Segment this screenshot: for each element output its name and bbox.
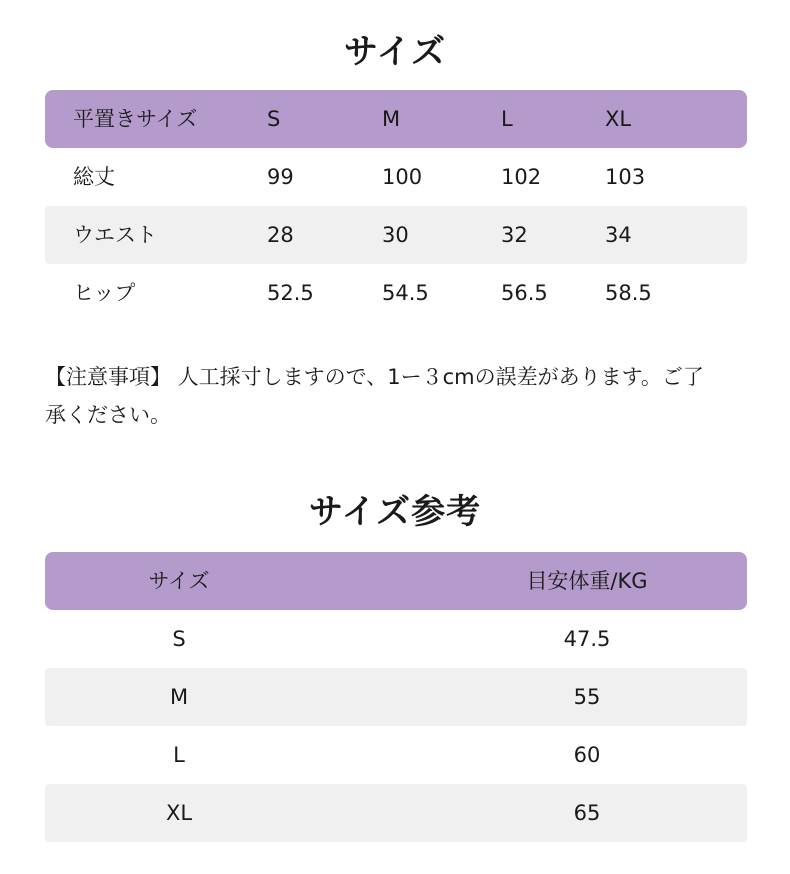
table-row: [45, 206, 747, 264]
header-size-s: S: [267, 107, 281, 131]
table-row: [45, 610, 747, 668]
cell-value: 30: [382, 223, 409, 247]
cell-value: 28: [267, 223, 294, 247]
cell-value: 52.5: [267, 281, 314, 305]
size-label: XL: [165, 801, 193, 825]
header-size-m: M: [382, 107, 401, 131]
reference-table-header: [45, 552, 747, 610]
table-row: [45, 148, 747, 206]
header-size-xl: XL: [605, 107, 632, 131]
table-row: [45, 668, 747, 726]
size-table-header: [45, 90, 747, 148]
cell-value: 99: [267, 165, 294, 189]
table-row: [45, 726, 747, 784]
row-label: ヒップ: [73, 281, 136, 305]
header-size: サイズ: [148, 569, 210, 593]
weight-value: 60: [573, 743, 601, 767]
size-reference-table: [45, 552, 747, 842]
table-row: [45, 264, 747, 322]
size-chart-title: サイズ: [343, 32, 447, 72]
header-size-l: L: [501, 107, 513, 131]
cell-value: 32: [501, 223, 528, 247]
weight-value: 47.5: [563, 627, 611, 651]
cell-value: 34: [605, 223, 632, 247]
note-line-1: 【注意事項】 人工採寸しますので、1ー３cmの誤差があります。ご了: [45, 365, 704, 389]
size-label: M: [169, 685, 189, 709]
size-reference-title: サイズ参考: [308, 492, 482, 532]
size-label: S: [172, 627, 186, 651]
cell-value: 100: [382, 165, 423, 189]
row-label: 総丈: [73, 165, 115, 189]
weight-value: 55: [573, 685, 601, 709]
row-label: ウエスト: [73, 223, 157, 247]
note-line-2: 承ください。: [45, 403, 171, 427]
size-table: [45, 90, 747, 322]
table-row: [45, 784, 747, 842]
header-measure: 平置きサイズ: [73, 107, 198, 131]
measurement-note: [45, 358, 745, 434]
cell-value: 56.5: [501, 281, 548, 305]
size-label: L: [173, 743, 185, 767]
cell-value: 103: [605, 165, 646, 189]
cell-value: 58.5: [605, 281, 652, 305]
cell-value: 54.5: [382, 281, 429, 305]
weight-value: 65: [573, 801, 601, 825]
cell-value: 102: [501, 165, 542, 189]
header-weight: 目安体重/KG: [526, 569, 648, 593]
